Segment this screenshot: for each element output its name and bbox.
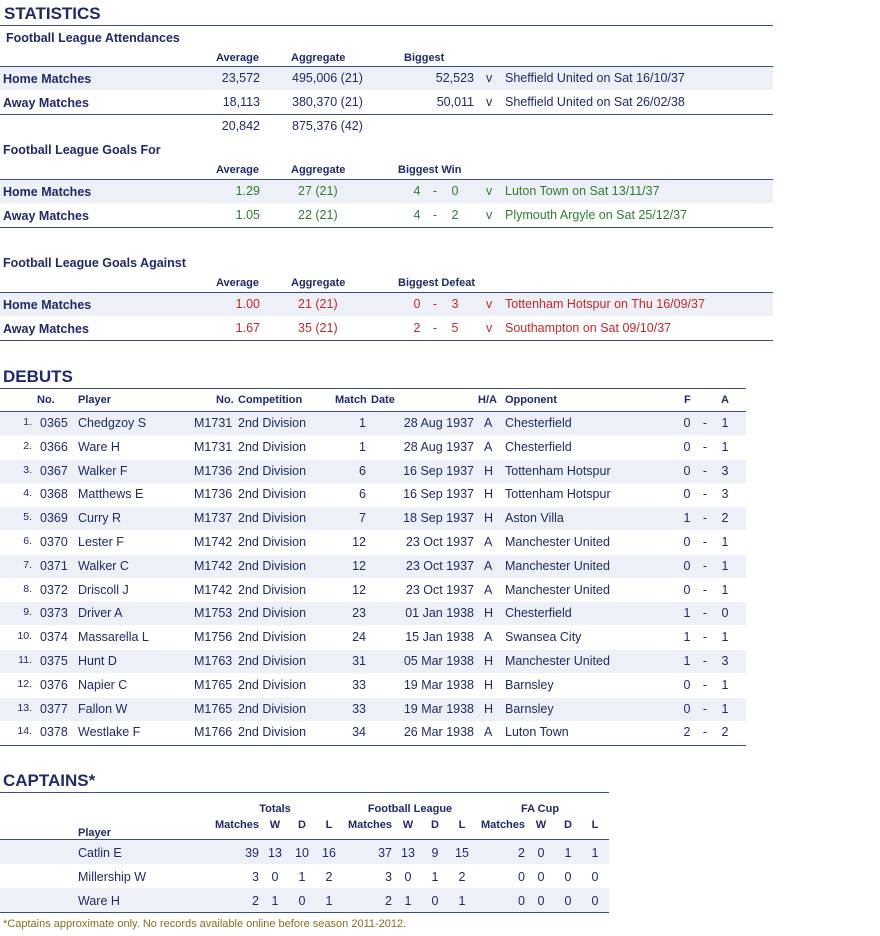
debut-opponent: Manchester United: [505, 654, 610, 668]
debut-player-name: Hunt D: [78, 654, 117, 668]
debut-index: 4.: [23, 487, 32, 500]
ga-opponent: Southampton on Sat 09/10/37: [505, 321, 672, 335]
debut-match: 31: [352, 654, 366, 668]
captain-stat-fl: 1: [404, 894, 412, 908]
debut-index: 8.: [23, 582, 32, 595]
debuts-header-opponent: Opponent: [505, 394, 557, 406]
captain-stat-fl: 2: [458, 870, 466, 884]
debut-index: 13.: [17, 701, 32, 714]
debut-date: 28 Aug 1937: [403, 439, 474, 454]
captains-header-l: L: [325, 819, 333, 831]
ga-score-for: 0: [413, 297, 421, 311]
debut-ha: H: [484, 511, 494, 526]
debut-date: 19 Mar 1938: [403, 677, 474, 692]
att-opponent: Sheffield United on Sat 16/10/37: [505, 71, 685, 85]
debut-match: 6: [359, 463, 366, 478]
debut-dash: -: [702, 582, 708, 597]
debut-match: 34: [352, 725, 366, 740]
debut-score-for: 0: [683, 558, 691, 573]
ga-aggregate: 21 (21): [298, 297, 338, 311]
debut-player-number: 0365: [40, 416, 68, 430]
debut-dash: -: [702, 725, 708, 740]
captains-header-l: L: [458, 819, 466, 831]
debut-ha: A: [484, 630, 493, 645]
captain-stat-t: 1: [325, 894, 333, 908]
debut-index: 9.: [23, 606, 32, 619]
debut-opponent: Manchester United: [505, 558, 610, 573]
debut-match-number: M1736: [194, 487, 233, 502]
captains-header-w: W: [535, 819, 547, 831]
debut-dash: -: [702, 654, 708, 668]
debut-competition: 2nd Division: [238, 654, 307, 668]
debut-index: 11.: [18, 654, 32, 666]
gf-header-average: Average: [216, 164, 260, 176]
debut-ha: A: [484, 558, 493, 573]
captains-header-w: W: [402, 819, 414, 831]
goals-against-title: Football League Goals Against: [3, 256, 186, 270]
debut-date: 23 Oct 1937: [405, 558, 474, 573]
captain-stat-t: 39: [245, 846, 259, 860]
debut-score-for: 0: [683, 463, 691, 478]
att-average: 18,113: [222, 95, 260, 109]
debut-match-number: M1731: [194, 439, 233, 454]
ga-header-average: Average: [216, 277, 260, 289]
gf-dash: -: [432, 184, 438, 198]
debut-dash: -: [702, 630, 708, 645]
debut-index: 10.: [17, 630, 32, 643]
debut-player-name: Ware H: [78, 439, 120, 454]
captain-stat-fl: 2: [385, 894, 392, 908]
debut-score-against: 1: [721, 558, 729, 573]
debut-score-against: 1: [721, 439, 729, 454]
debut-index: 5.: [23, 511, 32, 524]
debut-competition: 2nd Division: [238, 725, 307, 740]
debut-player-number: 0374: [40, 630, 68, 645]
att-v: v: [486, 95, 493, 109]
captains-header-matches: Matches: [348, 819, 393, 831]
gf-opponent: Plymouth Argyle on Sat 25/12/37: [505, 208, 688, 222]
captains-header-matches: Matches: [481, 819, 526, 831]
debut-ha: A: [484, 439, 493, 454]
att-biggest: 52,523: [435, 71, 474, 85]
debuts-header-match-no: No.: [216, 394, 234, 406]
captain-stat-t: 2: [252, 894, 259, 908]
debut-index: 3.: [23, 463, 32, 476]
debut-match-number: M1766: [194, 725, 233, 740]
captain-stat-fl: 15: [455, 846, 469, 860]
debut-player-name: Massarella L: [78, 630, 149, 645]
debut-opponent: Manchester United: [505, 582, 610, 597]
debut-score-against: 1: [721, 630, 729, 645]
debut-competition: 2nd Division: [238, 701, 307, 716]
debut-competition: 2nd Division: [238, 606, 307, 621]
att-row-label: Home Matches: [3, 72, 92, 86]
debut-date: 05 Mar 1938: [403, 654, 474, 668]
debut-dash: -: [702, 535, 708, 549]
gf-dash: -: [432, 208, 438, 222]
captain-stat-fl: 37: [378, 846, 392, 860]
debut-dash: -: [702, 677, 708, 692]
debut-date: 19 Mar 1938: [403, 701, 474, 716]
debut-player-name: Walker F: [78, 463, 128, 478]
debut-match: 7: [359, 511, 366, 526]
debut-match: 23: [352, 606, 366, 621]
captains-header-player: Player: [78, 827, 112, 839]
debut-competition: 2nd Division: [238, 511, 307, 526]
captain-stat-fl: 0: [404, 870, 412, 884]
att-total-aggregate: 875,376 (42): [292, 119, 363, 133]
debut-ha: H: [484, 654, 494, 668]
att-header-biggest: Biggest: [404, 52, 445, 64]
debut-match: 24: [352, 630, 366, 645]
debut-score-against: 1: [721, 416, 729, 430]
ga-v: v: [486, 321, 493, 335]
att-v: v: [486, 71, 493, 85]
debut-player-number: 0370: [40, 535, 68, 549]
debut-player-name: Curry R: [78, 511, 122, 526]
captain-stat-t: 1: [298, 870, 306, 884]
att-opponent: Sheffield United on Sat 26/02/38: [505, 95, 685, 109]
debut-ha: A: [484, 725, 493, 740]
debut-ha: A: [484, 416, 493, 430]
debuts-title: DEBUTS: [3, 367, 73, 386]
debut-player-number: 0366: [40, 439, 68, 454]
debut-match-number: M1742: [194, 582, 233, 597]
captains-group-totals: Totals: [259, 803, 291, 815]
captain-stat-fl: 1: [431, 870, 439, 884]
att-row-label: Away Matches: [3, 96, 89, 110]
captain-stat-fl: 13: [401, 846, 415, 860]
debut-competition: 2nd Division: [238, 463, 307, 478]
debut-ha: A: [484, 535, 493, 549]
debut-score-against: 3: [721, 654, 729, 668]
att-aggregate: 495,006 (21): [292, 71, 363, 85]
debut-match: 1: [359, 416, 366, 430]
ga-score-against: 5: [451, 321, 459, 335]
debut-opponent: Luton Town: [505, 725, 569, 740]
debut-player-name: Matthews E: [78, 487, 144, 502]
captain-stat-t: 13: [268, 846, 282, 860]
gf-v: v: [486, 184, 493, 198]
gf-score-for: 4: [413, 184, 421, 198]
debut-score-for: 0: [683, 701, 691, 716]
debut-ha: H: [484, 487, 494, 502]
debut-date: 28 Aug 1937: [403, 416, 474, 430]
debut-ha: H: [484, 606, 494, 621]
ga-header-biggest: Biggest Defeat: [398, 277, 476, 289]
ga-average: 1.00: [235, 297, 260, 311]
debut-player-name: Napier C: [78, 677, 128, 692]
debut-match-number: M1731: [194, 416, 233, 430]
debut-player-number: 0369: [40, 511, 68, 526]
debut-dash: -: [702, 606, 708, 621]
captains-header-d: D: [431, 819, 439, 831]
captains-group-league: Football League: [367, 803, 453, 815]
debut-score-for: 1: [683, 630, 691, 645]
debut-date: 23 Oct 1937: [405, 535, 474, 549]
captain-stat-fl: 0: [431, 894, 439, 908]
gf-score-against: 0: [451, 184, 459, 198]
debut-competition: 2nd Division: [238, 487, 307, 502]
debut-score-for: 1: [683, 511, 691, 526]
captain-stat-t: 0: [298, 894, 306, 908]
debut-ha: H: [484, 677, 494, 692]
debut-score-against: 3: [721, 463, 729, 478]
debut-date: 01 Jan 1938: [405, 606, 474, 621]
captain-stat-t: 1: [271, 894, 279, 908]
captain-player: Catlin E: [78, 846, 122, 860]
debut-score-against: 1: [721, 677, 729, 692]
ga-aggregate: 35 (21): [298, 321, 338, 335]
debuts-header-no: No.: [37, 394, 55, 406]
captain-stat-fa: 1: [591, 846, 599, 860]
captain-stat-fa: 1: [564, 846, 572, 860]
captain-stat-fa: 0: [518, 894, 525, 908]
attendances-title: Football League Attendances: [6, 31, 180, 45]
debut-match: 12: [352, 558, 366, 573]
debut-index: 2.: [23, 439, 32, 452]
debut-match-number: M1765: [194, 677, 233, 692]
debut-opponent: Chesterfield: [505, 416, 572, 430]
gf-average: 1.05: [235, 208, 260, 222]
debut-opponent: Tottenham Hotspur: [505, 463, 611, 478]
debut-index: 12.: [17, 677, 32, 690]
captain-stat-fl: 9: [431, 846, 439, 860]
debut-competition: 2nd Division: [238, 439, 307, 454]
debut-opponent: Manchester United: [505, 535, 610, 549]
debut-date: 16 Sep 1937: [403, 487, 474, 502]
debut-score-against: 1: [721, 582, 729, 597]
ga-row-label: Home Matches: [3, 298, 92, 312]
debut-competition: 2nd Division: [238, 558, 307, 573]
debut-match: 33: [352, 701, 366, 716]
gf-row-label: Home Matches: [3, 185, 92, 199]
att-header-aggregate: Aggregate: [291, 52, 346, 64]
debut-score-for: 1: [683, 654, 691, 668]
debut-date: 15 Jan 1938: [405, 630, 474, 645]
debut-match: 1: [359, 439, 366, 454]
gf-v: v: [486, 208, 493, 222]
captains-footnote: *Captains approximate only. No records available online before season 2011-2012.: [3, 918, 407, 930]
debut-dash: -: [702, 416, 708, 430]
att-total-average: 20,842: [221, 119, 260, 133]
debut-ha: H: [484, 701, 494, 716]
att-average: 23,572: [221, 71, 260, 85]
debut-competition: 2nd Division: [238, 535, 307, 549]
debut-match-number: M1742: [194, 558, 233, 573]
debut-match-number: M1763: [194, 654, 233, 668]
debut-player-number: 0378: [40, 725, 68, 740]
gf-score-for: 4: [413, 208, 421, 222]
debut-match-number: M1753: [194, 606, 233, 621]
captains-header-d: D: [564, 819, 572, 831]
debut-match: 12: [352, 535, 366, 549]
debuts-header-competition: Competition: [238, 394, 303, 406]
debuts-header-ha: H/A: [478, 394, 497, 406]
ga-average: 1.67: [235, 321, 260, 335]
captain-stat-t: 16: [322, 846, 336, 860]
captains-header-w: W: [269, 819, 281, 831]
debut-player-number: 0372: [40, 582, 68, 597]
debut-competition: 2nd Division: [238, 677, 307, 692]
debut-opponent: Barnsley: [505, 701, 554, 716]
debut-index: 14.: [17, 725, 32, 738]
ga-header-aggregate: Aggregate: [291, 277, 346, 289]
captain-stat-fa: 0: [537, 846, 545, 860]
captain-stat-fl: 1: [458, 894, 466, 908]
debut-opponent: Tottenham Hotspur: [505, 487, 611, 502]
gf-opponent: Luton Town on Sat 13/11/37: [505, 184, 660, 198]
debut-dash: -: [702, 463, 708, 478]
debut-score-for: 0: [683, 535, 691, 549]
ga-opponent: Tottenham Hotspur on Thu 16/09/37: [505, 297, 705, 311]
debut-dash: -: [702, 701, 708, 716]
gf-average: 1.29: [235, 184, 260, 198]
captain-stat-fl: 3: [385, 870, 392, 884]
debut-ha: H: [484, 463, 494, 478]
debut-player-name: Walker C: [78, 558, 129, 573]
debut-date: 16 Sep 1937: [403, 463, 474, 478]
debut-opponent: Aston Villa: [505, 511, 564, 526]
debut-match: 6: [359, 487, 366, 502]
ga-dash: -: [432, 297, 438, 311]
debut-match-number: M1736: [194, 463, 233, 478]
debut-player-name: Driscoll J: [78, 582, 129, 597]
captain-stat-fa: 0: [537, 870, 545, 884]
debut-player-name: Chedgzoy S: [78, 416, 147, 430]
debut-date: 26 Mar 1938: [403, 725, 474, 740]
ga-row-label: Away Matches: [3, 322, 89, 336]
debut-score-against: 2: [721, 511, 729, 526]
debut-score-against: 3: [721, 487, 729, 502]
debut-competition: 2nd Division: [238, 630, 307, 645]
captain-stat-fa: 0: [537, 894, 545, 908]
debut-player-number: 0373: [40, 606, 68, 621]
debut-match-number: M1737: [194, 511, 233, 526]
debuts-header-f: F: [684, 394, 691, 406]
debut-player-name: Driver A: [78, 606, 123, 621]
captain-stat-fa: 0: [564, 870, 572, 884]
debut-date: 18 Sep 1937: [403, 511, 474, 526]
goals-for-title: Football League Goals For: [3, 143, 161, 157]
captains-header-matches: Matches: [215, 819, 260, 831]
captain-stat-t: 10: [295, 846, 309, 860]
ga-score-against: 3: [451, 297, 459, 311]
gf-score-against: 2: [451, 208, 459, 222]
debut-match: 33: [352, 677, 366, 692]
debut-opponent: Swansea City: [505, 630, 582, 645]
debut-dash: -: [702, 487, 708, 502]
captain-player: Millership W: [78, 870, 147, 884]
ga-dash: -: [432, 321, 438, 335]
debut-ha: A: [484, 582, 493, 597]
captain-stat-fa: 2: [518, 846, 525, 860]
captains-group-cup: FA Cup: [520, 803, 560, 815]
gf-aggregate: 27 (21): [298, 184, 338, 198]
debut-dash: -: [702, 511, 708, 526]
debut-score-against: 1: [721, 535, 729, 549]
captain-stat-t: 0: [271, 870, 279, 884]
debut-match: 12: [352, 582, 366, 597]
debuts-header-a: A: [721, 394, 729, 406]
debut-competition: 2nd Division: [238, 416, 307, 430]
debut-competition: 2nd Division: [238, 582, 307, 597]
debut-date: 23 Oct 1937: [405, 582, 474, 597]
captain-stat-fa: 0: [564, 894, 572, 908]
debut-match-number: M1765: [194, 701, 233, 716]
captains-header-l: L: [591, 819, 599, 831]
att-header-average: Average: [216, 52, 260, 64]
ga-score-for: 2: [413, 321, 421, 335]
captain-stat-fa: 0: [591, 870, 599, 884]
debut-score-against: 0: [721, 606, 729, 621]
debut-score-for: 0: [683, 487, 691, 502]
debut-opponent: Chesterfield: [505, 606, 572, 621]
debut-player-number: 0377: [40, 701, 68, 716]
debut-player-number: 0376: [40, 677, 68, 692]
captains-header-d: D: [298, 819, 306, 831]
captains-title: CAPTAINS*: [3, 771, 96, 790]
debut-dash: -: [702, 439, 708, 454]
debut-score-for: 1: [683, 606, 691, 621]
debut-player-number: 0371: [40, 558, 68, 573]
debut-dash: -: [702, 558, 708, 573]
debut-player-number: 0367: [40, 463, 68, 478]
captain-stat-t: 3: [252, 870, 259, 884]
gf-aggregate: 22 (21): [298, 208, 338, 222]
debuts-header-match: Match: [335, 394, 367, 406]
debuts-header-player: Player: [78, 394, 112, 406]
gf-header-aggregate: Aggregate: [291, 164, 346, 176]
statistics-title: STATISTICS: [4, 4, 101, 23]
debut-opponent: Chesterfield: [505, 439, 572, 454]
debut-score-against: 1: [721, 701, 729, 716]
debut-player-name: Lester F: [78, 535, 124, 549]
captain-stat-fa: 0: [518, 870, 525, 884]
debut-match-number: M1756: [194, 630, 233, 645]
debuts-header-date: Date: [371, 394, 395, 406]
debut-score-against: 2: [721, 725, 729, 740]
debut-score-for: 0: [683, 677, 691, 692]
debut-player-number: 0368: [40, 487, 68, 502]
debut-player-number: 0375: [40, 654, 68, 668]
att-aggregate: 380,370 (21): [292, 95, 363, 109]
gf-row-label: Away Matches: [3, 209, 89, 223]
att-biggest: 50,011: [436, 95, 474, 109]
debut-player-name: Fallon W: [78, 701, 128, 716]
ga-v: v: [486, 297, 493, 311]
debut-opponent: Barnsley: [505, 677, 554, 692]
debut-score-for: 0: [683, 439, 691, 454]
debut-score-for: 0: [683, 582, 691, 597]
debut-index: 6.: [23, 535, 32, 547]
debut-player-name: Westlake F: [78, 725, 141, 740]
debut-score-for: 0: [683, 416, 691, 430]
debut-score-for: 2: [683, 725, 691, 740]
debut-index: 1.: [23, 416, 32, 428]
gf-header-biggest: Biggest Win: [398, 164, 462, 176]
debut-match-number: M1742: [194, 535, 233, 549]
captain-stat-fa: 0: [591, 894, 599, 908]
debut-index: 7.: [23, 558, 32, 571]
captain-player: Ware H: [78, 894, 120, 908]
captain-stat-t: 2: [325, 870, 333, 884]
